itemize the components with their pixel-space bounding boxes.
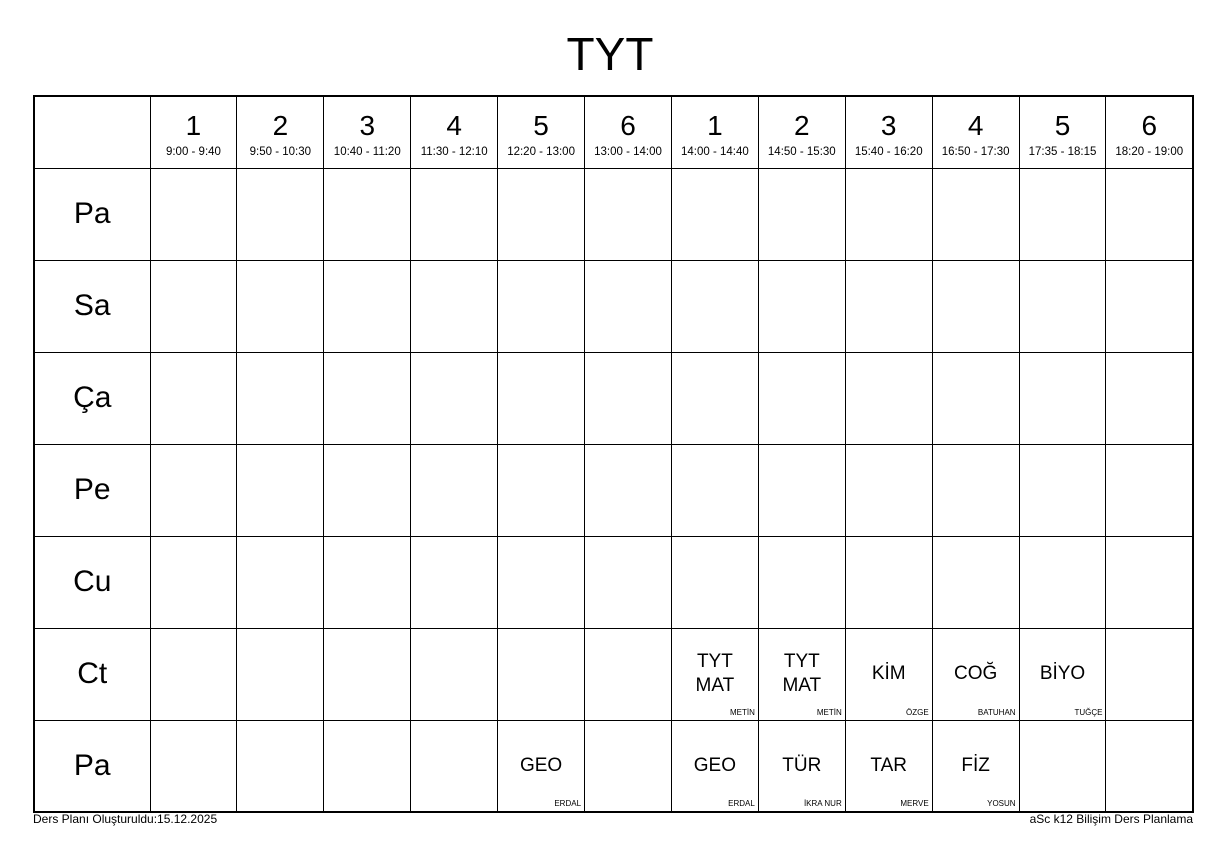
period-time: 15:40 - 16:20: [854, 146, 923, 159]
period-header: [324, 96, 411, 168]
lesson-teacher: ERDAL: [728, 799, 755, 808]
empty-cell: [411, 536, 498, 628]
empty-cell: [498, 628, 585, 720]
day-label: Pa: [34, 720, 150, 812]
period-number: 4: [967, 110, 984, 142]
created-date-note: Ders Planı Oluşturuldu:15.12.2025: [33, 812, 218, 826]
empty-cell: [1106, 536, 1193, 628]
period-number: 2: [794, 110, 810, 142]
empty-cell: [845, 260, 932, 352]
period-header: [237, 96, 324, 168]
empty-cell: [1106, 628, 1193, 720]
empty-cell: [671, 536, 758, 628]
empty-cell: [411, 168, 498, 260]
empty-cell: [671, 352, 758, 444]
empty-cell: [411, 628, 498, 720]
period-number: 6: [1141, 110, 1158, 142]
day-row: [34, 168, 1193, 260]
lesson-teacher: ÖZGE: [905, 707, 929, 717]
corner-cell: [34, 96, 150, 168]
period-time: 16:50 - 17:30: [941, 146, 1010, 159]
empty-cell: [932, 168, 1019, 260]
lesson-subject: KİM: [871, 663, 906, 684]
period-header: [671, 96, 758, 168]
empty-cell: [150, 168, 237, 260]
period-time: 12:20 - 13:00: [507, 146, 575, 159]
period-header: [1106, 96, 1193, 168]
empty-cell: [1106, 260, 1193, 352]
period-time: 11:30 - 12:10: [420, 146, 488, 159]
lesson-subject: GEO: [693, 754, 736, 776]
empty-cell: [585, 536, 672, 628]
empty-cell: [150, 720, 237, 812]
period-number: 1: [185, 110, 202, 142]
period-time: 9:00 - 9:40: [165, 146, 221, 159]
lesson-teacher: ERDAL: [554, 799, 582, 808]
period-number: 6: [620, 110, 636, 142]
empty-cell: [585, 352, 672, 444]
period-number: 2: [272, 110, 289, 142]
lesson-cell: [671, 720, 758, 812]
lesson-teacher: BATUHAN: [977, 707, 1016, 717]
empty-cell: [1019, 352, 1106, 444]
empty-cell: [845, 536, 932, 628]
lesson-teacher: YOSUN: [987, 799, 1016, 808]
day-row: [34, 536, 1193, 628]
lesson-teacher: METİN: [816, 707, 842, 717]
empty-cell: [237, 352, 324, 444]
empty-cell: [498, 168, 585, 260]
empty-cell: [324, 720, 411, 812]
period-header: [150, 96, 237, 168]
period-number: 5: [1054, 110, 1071, 142]
lesson-subject: TAR: [870, 754, 907, 776]
period-number: 1: [707, 110, 723, 142]
day-row: [34, 352, 1193, 444]
empty-cell: [1019, 720, 1106, 812]
empty-cell: [150, 260, 237, 352]
empty-cell: [585, 260, 672, 352]
day-label: Ça: [34, 352, 150, 444]
lesson-cell: [932, 628, 1019, 720]
empty-cell: [324, 260, 411, 352]
period-header: [845, 96, 932, 168]
empty-cell: [585, 168, 672, 260]
empty-cell: [150, 444, 237, 536]
day-label: Pa: [34, 168, 150, 260]
lesson-teacher: İKRA NUR: [803, 799, 842, 808]
empty-cell: [1019, 444, 1106, 536]
period-header: [1019, 96, 1106, 168]
lesson-subject: TÜR: [782, 754, 822, 776]
empty-cell: [1019, 536, 1106, 628]
period-header: [932, 96, 1019, 168]
period-time: 13:00 - 14:00: [594, 146, 662, 159]
empty-cell: [758, 168, 845, 260]
empty-cell: [324, 168, 411, 260]
period-time: 18:20 - 19:00: [1115, 146, 1184, 159]
lesson-subject: GEO: [519, 754, 563, 776]
lesson-teacher: MERVE: [900, 799, 929, 808]
empty-cell: [845, 352, 932, 444]
empty-cell: [237, 720, 324, 812]
day-label: Pe: [34, 444, 150, 536]
empty-cell: [585, 444, 672, 536]
empty-cell: [237, 444, 324, 536]
period-number: 3: [359, 110, 376, 142]
lesson-subject: BİYO: [1039, 663, 1086, 684]
lesson-cell: [758, 628, 845, 720]
empty-cell: [758, 536, 845, 628]
empty-cell: [1106, 720, 1193, 812]
empty-cell: [1019, 168, 1106, 260]
day-label: Ct: [34, 628, 150, 720]
lesson-cell: [758, 720, 845, 812]
empty-cell: [237, 168, 324, 260]
empty-cell: [758, 260, 845, 352]
lesson-cell: [498, 720, 585, 812]
lesson-subject: COĞ: [953, 663, 998, 684]
empty-cell: [498, 444, 585, 536]
empty-cell: [150, 536, 237, 628]
day-label: Cu: [34, 536, 150, 628]
empty-cell: [585, 720, 672, 812]
period-time: 10:40 - 11:20: [333, 146, 401, 159]
period-time: 14:00 - 14:40: [681, 146, 749, 159]
period-time: 9:50 - 10:30: [249, 146, 312, 159]
empty-cell: [1019, 260, 1106, 352]
lesson-teacher: TUĞÇE: [1074, 707, 1103, 717]
empty-cell: [324, 444, 411, 536]
timetable-title: TYT: [566, 28, 654, 80]
period-number: 5: [533, 110, 549, 142]
empty-cell: [324, 536, 411, 628]
empty-cell: [237, 628, 324, 720]
empty-cell: [237, 536, 324, 628]
lesson-cell: [845, 720, 932, 812]
empty-cell: [150, 352, 237, 444]
period-header-row: [34, 96, 1193, 168]
period-header: [758, 96, 845, 168]
empty-cell: [1106, 352, 1193, 444]
empty-cell: [411, 720, 498, 812]
lesson-cell: [1019, 628, 1106, 720]
period-time: 14:50 - 15:30: [767, 146, 836, 159]
empty-cell: [150, 628, 237, 720]
lesson-subject: TYT MAT: [782, 651, 822, 696]
empty-cell: [498, 260, 585, 352]
empty-cell: [1106, 168, 1193, 260]
empty-cell: [411, 260, 498, 352]
empty-cell: [758, 444, 845, 536]
empty-cell: [932, 352, 1019, 444]
day-label: Sa: [34, 260, 150, 352]
software-credit: aSc k12 Bilişim Ders Planlama: [1029, 812, 1193, 826]
empty-cell: [671, 444, 758, 536]
empty-cell: [1106, 444, 1193, 536]
lesson-cell: [671, 628, 758, 720]
empty-cell: [498, 352, 585, 444]
lesson-teacher: METİN: [729, 707, 755, 717]
day-row: [34, 260, 1193, 352]
empty-cell: [411, 352, 498, 444]
period-header: [498, 96, 585, 168]
empty-cell: [758, 352, 845, 444]
empty-cell: [585, 628, 672, 720]
period-number: 4: [446, 110, 462, 142]
empty-cell: [324, 352, 411, 444]
lesson-cell: [932, 720, 1019, 812]
day-row: [34, 628, 1193, 720]
empty-cell: [671, 260, 758, 352]
period-header: [585, 96, 672, 168]
empty-cell: [845, 168, 932, 260]
empty-cell: [498, 536, 585, 628]
empty-cell: [932, 444, 1019, 536]
lesson-subject: FİZ: [961, 754, 990, 776]
empty-cell: [411, 444, 498, 536]
empty-cell: [845, 444, 932, 536]
lesson-subject: TYT MAT: [695, 651, 735, 696]
empty-cell: [237, 260, 324, 352]
lesson-cell: [845, 628, 932, 720]
day-row: [34, 444, 1193, 536]
empty-cell: [932, 536, 1019, 628]
empty-cell: [932, 260, 1019, 352]
period-time: 17:35 - 18:15: [1028, 146, 1097, 159]
empty-cell: [671, 168, 758, 260]
empty-cell: [324, 628, 411, 720]
period-header: [411, 96, 498, 168]
day-row: [34, 720, 1193, 812]
period-number: 3: [880, 110, 897, 142]
timetable-grid: [33, 95, 1194, 813]
